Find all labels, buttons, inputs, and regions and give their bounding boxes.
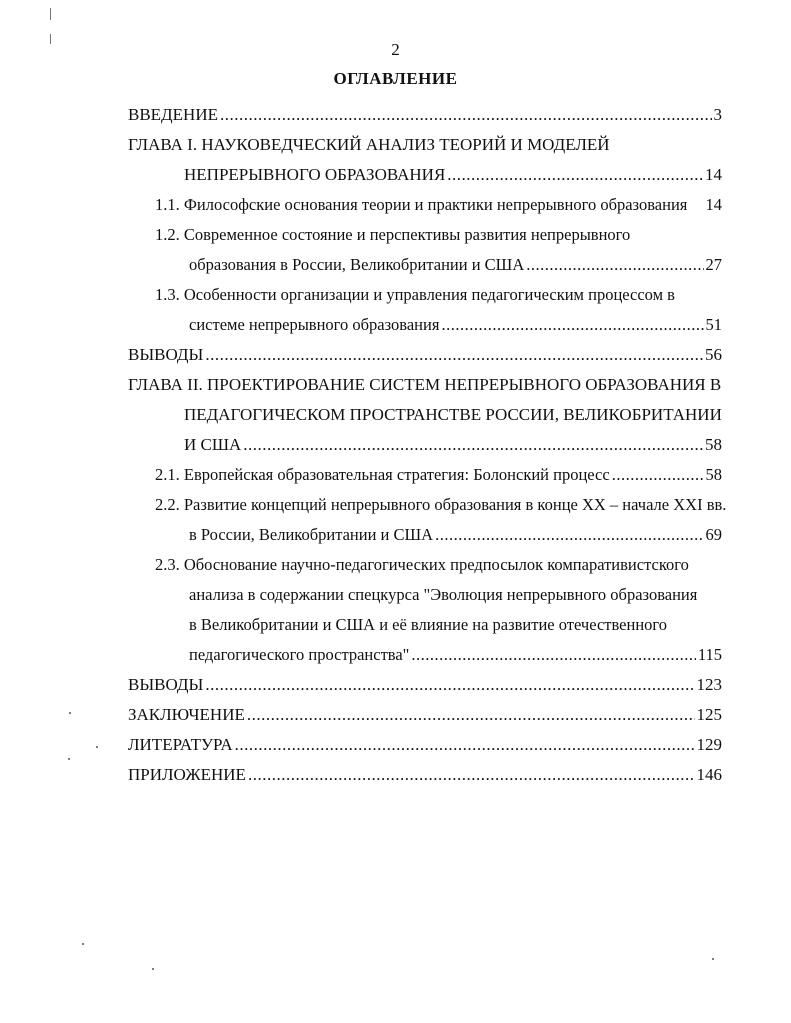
page-ref: 56 <box>705 345 722 364</box>
toc-entry-section-2-1[interactable]: 2.1. Европейская образовательная стратегия: Болонский процесс ..... 58 <box>128 460 722 490</box>
dot-leader <box>235 735 695 755</box>
dot-leader <box>435 525 703 545</box>
toc-entry-conclusions-2[interactable]: ВЫВОДЫ ..... 123 <box>128 670 722 700</box>
dot-leader <box>243 435 703 455</box>
page-ref: 146 <box>696 765 722 784</box>
toc-entry-conclusions-1[interactable]: ВЫВОДЫ ..... 56 <box>128 340 722 370</box>
page-ref: 58 <box>705 435 722 454</box>
toc-entry-chapter-2-cont[interactable]: ПЕДАГОГИЧЕСКОМ ПРОСТРАНСТВЕ РОССИИ, ВЕЛИКОБРИТАНИИ <box>184 405 722 424</box>
dot-leader <box>526 255 703 275</box>
dot-leader <box>441 315 703 335</box>
toc-entry-section-1-3[interactable]: 1.3. Особенности организации и управления педагогическим процессом в <box>155 285 675 304</box>
toc-entry-section-2-2-cont[interactable]: в России, Великобритании и США ..... 69 <box>128 520 722 550</box>
dot-leader <box>247 705 695 725</box>
dot-leader <box>411 645 695 665</box>
scan-speck <box>68 758 70 760</box>
toc-entry-section-2-3-cont[interactable]: педагогического пространства" ..... 115 <box>128 640 722 670</box>
toc-entry-section-1-3-cont[interactable]: системе непрерывного образования ..... 51 <box>128 310 722 340</box>
page-ref: 129 <box>696 735 722 754</box>
page-ref: 123 <box>696 675 722 694</box>
toc-entry-chapter-2[interactable]: ГЛАВА II. ПРОЕКТИРОВАНИЕ СИСТЕМ НЕПРЕРЫВНОГО ОБРАЗОВАНИЯ В <box>128 375 722 394</box>
scan-speck <box>69 712 71 714</box>
page-ref: 115 <box>697 645 722 664</box>
page-ref: 14 <box>705 195 722 214</box>
toc-entry-section-2-3-cont[interactable]: анализа в содержании спецкурса "Эволюция непрерывного образования <box>189 585 698 604</box>
scan-speck <box>712 958 714 960</box>
toc-entry-appendix[interactable]: ПРИЛОЖЕНИЕ ..... 146 <box>128 760 722 790</box>
toc-entry-intro[interactable]: ВВЕДЕНИЕ ..... 3 <box>128 100 722 130</box>
page-ref: 27 <box>705 255 722 274</box>
dot-leader <box>220 105 712 125</box>
table-of-contents <box>128 100 727 790</box>
toc-entry-chapter-2-cont[interactable]: И США ..... 58 <box>128 430 722 460</box>
page-ref: 125 <box>696 705 722 724</box>
toc-entry-chapter-1[interactable]: ГЛАВА I. НАУКОВЕДЧЕСКИЙ АНАЛИЗ ТЕОРИЙ И МОДЕЛЕЙ <box>128 135 610 154</box>
toc-entry-section-1-2-cont[interactable]: образования в России, Великобритании и США ..... 27 <box>128 250 722 280</box>
page-ref: 14 <box>705 165 722 184</box>
page-title: ОГЛАВЛЕНИЕ <box>333 69 458 88</box>
toc-entry-conclusion[interactable]: ЗАКЛЮЧЕНИЕ ..... 125 <box>128 700 722 730</box>
dot-leader <box>612 465 704 485</box>
scan-speck <box>82 943 84 945</box>
toc-entry-section-2-3-cont[interactable]: в Великобритании и США и её влияние на развитие отечественного <box>189 615 668 634</box>
dot-leader <box>205 345 703 365</box>
page-number: 2 <box>391 40 400 59</box>
toc-entry-chapter-1-cont[interactable]: НЕПРЕРЫВНОГО ОБРАЗОВАНИЯ ..... 14 <box>128 160 722 190</box>
toc-entry-section-2-3[interactable]: 2.3. Обоснование научно-педагогических предпосылок компаративистского <box>155 555 689 574</box>
toc-entry-section-2-2[interactable]: 2.2. Развитие концепций непрерывного образования в конце XX – начале XXI вв. <box>155 495 727 514</box>
page-ref: 51 <box>705 315 722 334</box>
toc-entry-section-1-2[interactable]: 1.2. Современное состояние и перспективы развития непрерывного <box>155 225 631 244</box>
toc-entry-section-1-1[interactable]: 1.1. Философские основания теории и практики непрерывного образования 14 <box>128 190 722 220</box>
page-ref: 58 <box>705 465 722 484</box>
scan-speck <box>152 968 154 970</box>
scan-mark <box>50 8 51 20</box>
scan-speck <box>96 746 98 748</box>
toc-entry-literature[interactable]: ЛИТЕРАТУРА ..... 129 <box>128 730 722 760</box>
dot-leader <box>248 765 695 785</box>
dot-leader <box>447 165 703 185</box>
dot-leader <box>205 675 694 695</box>
page-ref: 69 <box>705 525 722 544</box>
page-ref: 3 <box>713 105 722 124</box>
